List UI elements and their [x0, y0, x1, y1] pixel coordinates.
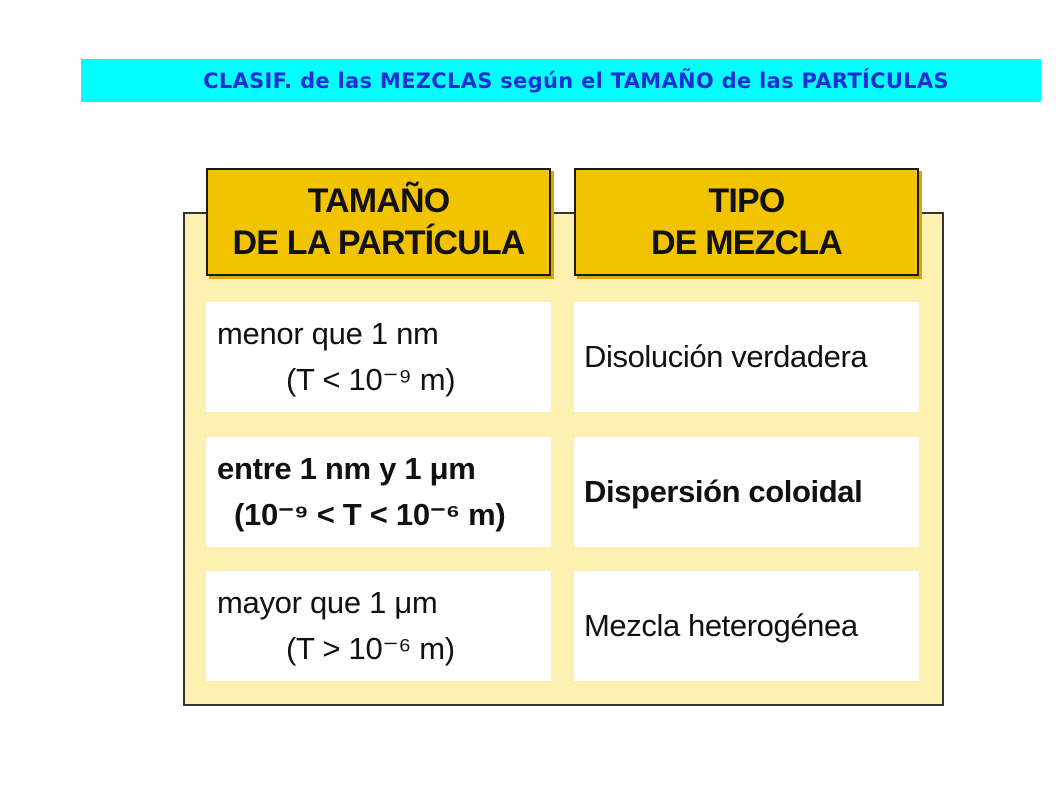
page-title: CLASIF. de las MEZCLAS según el TAMAÑO de las PARTÍCULAS [203, 68, 949, 93]
row-1-size-cell [206, 302, 551, 412]
row-1-type-cell [574, 302, 919, 412]
header-mixture-type [574, 168, 919, 276]
row-3-size-text: mayor que 1 μm [217, 585, 438, 620]
row-2-type-text: Dispersión coloidal [584, 474, 863, 509]
row-3-size-range: (T > 10⁻⁶ m) [286, 631, 455, 666]
row-1-size-range: (T < 10⁻⁹ m) [286, 362, 456, 397]
header-size-line1: TAMAÑO [307, 182, 450, 220]
header-type-line2: DE MEZCLA [650, 224, 843, 262]
row-3-size-cell [206, 571, 551, 681]
header-size-line2: DE LA PARTÍCULA [232, 224, 525, 262]
row-1-size-text: menor que 1 nm [217, 316, 439, 351]
row-2-size-text: entre 1 nm y 1 μm [217, 451, 476, 486]
row-2-type-cell [574, 437, 919, 547]
header-particle-size [206, 168, 551, 276]
header-type-line1: TIPO [708, 182, 785, 220]
row-2-size-cell [206, 437, 551, 547]
row-3-type-cell [574, 571, 919, 681]
row-2-size-range: (10⁻⁹ < T < 10⁻⁶ m) [234, 497, 506, 532]
row-3-type-text: Mezcla heterogénea [584, 608, 858, 643]
row-1-type-text: Disolución verdadera [584, 339, 868, 374]
title-bar [81, 59, 1041, 102]
